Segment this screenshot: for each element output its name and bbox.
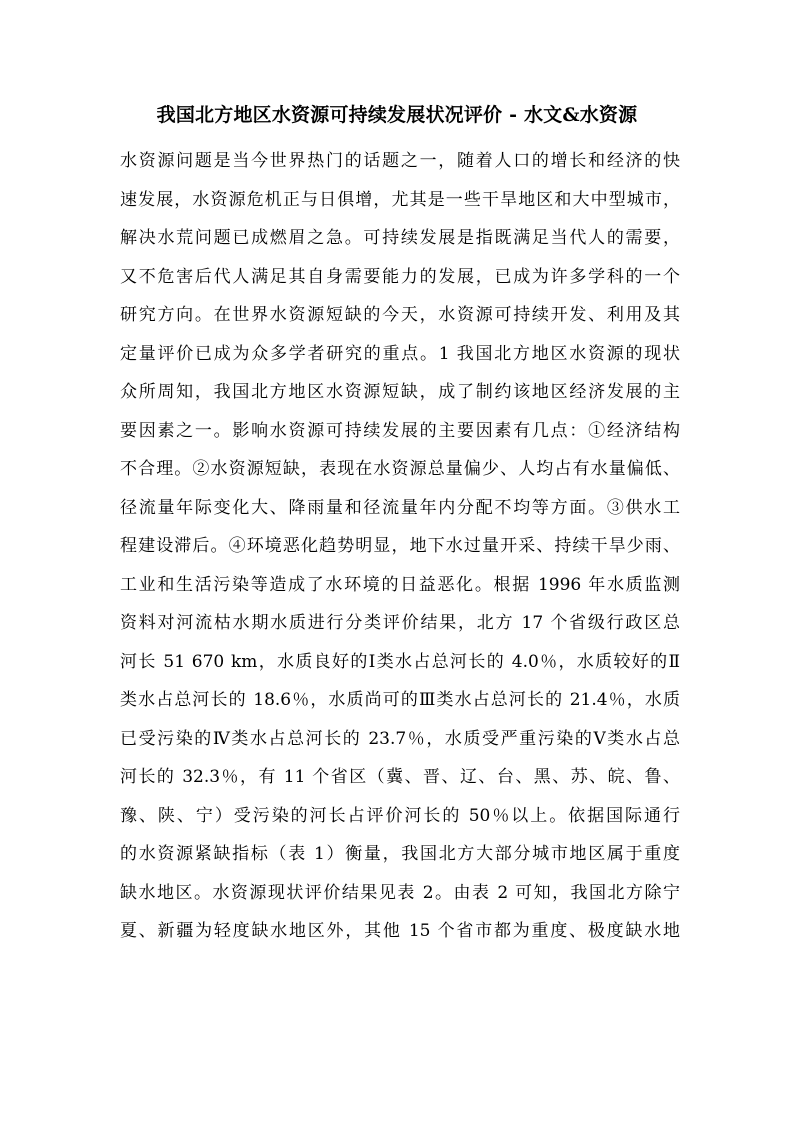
body-text-line: 河长 51 670 km，水质良好的Ⅰ类水占总河长的 4.0％，水质较好的Ⅱ xyxy=(120,651,680,672)
body-text-line: 河长的 32.3％，有 11 个省区（冀、晋、辽、台、黑、苏、皖、鲁、 xyxy=(120,767,680,787)
body-text-line: 研究方向。在世界水资源短缺的今天，水资源可持续开发、利用及其 xyxy=(120,305,680,325)
body-text-line: 又不危害后代人满足其自身需要能力的发展，已成为许多学科的一个 xyxy=(120,266,680,287)
body-text-line: 程建设滞后。④环境恶化趋势明显，地下水过量开采、持续干旱少雨、 xyxy=(120,536,680,556)
body-text-line: 类水占总河长的 18.6％，水质尚可的Ⅲ类水占总河长的 21.4％，水质 xyxy=(120,690,680,710)
body-text-line: 解决水荒问题已成燃眉之急。可持续发展是指既满足当代人的需要， xyxy=(120,228,680,248)
body-text-line: 缺水地区。水资源现状评价结果见表 2。由表 2 可知，我国北方除宁 xyxy=(120,882,680,903)
body-text-line: 工业和生活污染等造成了水环境的日益恶化。根据 1996 年水质监测 xyxy=(120,574,680,595)
body-text-line: 资料对河流枯水期水质进行分类评价结果，北方 17 个省级行政区总 xyxy=(120,613,680,633)
body-text-line: 已受污染的Ⅳ类水占总河长的 23.7％，水质受严重污染的Ⅴ类水占总 xyxy=(120,728,680,749)
document-title: 我国北方地区水资源可持续发展状况评价 - 水文&水资源 xyxy=(156,104,638,126)
body-text-line: 速发展，水资源危机正与日俱增，尤其是一些干旱地区和大中型城市， xyxy=(120,189,680,210)
body-text-line: 的水资源紧缺指标（表 1）衡量，我国北方大部分城市地区属于重度 xyxy=(120,844,680,864)
body-text-line: 定量评价已成为众多学者研究的重点。1 我国北方地区水资源的现状 xyxy=(120,343,680,364)
body-text-line: 水资源问题是当今世界热门的话题之一，随着人口的增长和经济的快 xyxy=(120,151,680,171)
body-text-line: 众所周知，我国北方地区水资源短缺，成了制约该地区经济发展的主 xyxy=(120,382,680,402)
document-body xyxy=(120,142,680,951)
body-text-line: 径流量年际变化大、降雨量和径流量年内分配不均等方面。③供水工 xyxy=(120,497,680,518)
body-text-line: 要因素之一。影响水资源可持续发展的主要因素有几点：①经济结构 xyxy=(120,420,680,441)
body-text-line: 夏、新疆为轻度缺水地区外，其他 15 个省市都为重度、极度缺水地 xyxy=(120,921,680,941)
body-text-line: 豫、陕、宁）受污染的河长占评价河长的 50％以上。依据国际通行 xyxy=(120,805,680,826)
body-text-line: 不合理。②水资源短缺，表现在水资源总量偏少、人均占有水量偏低、 xyxy=(120,459,680,479)
